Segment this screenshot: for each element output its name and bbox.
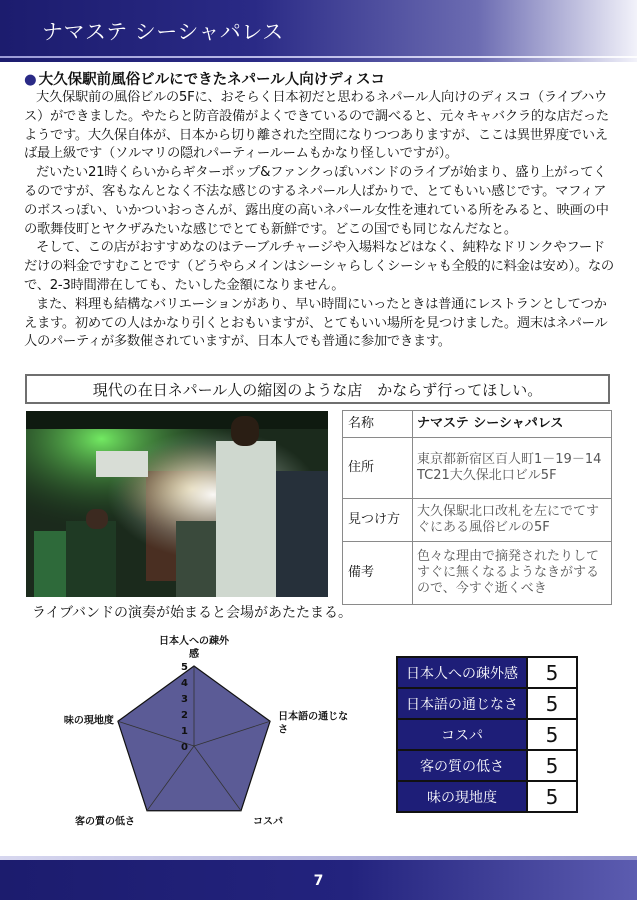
score-label: 客の質の低さ: [397, 750, 527, 781]
summary-callout: 現代の在日ネパール人の縮図のような店 かならず行ってほしい。: [25, 374, 610, 404]
radar-tick-label: 1: [181, 726, 188, 737]
radar-category-label: 感: [189, 649, 199, 660]
page-header: [0, 0, 637, 62]
table-row: [343, 438, 612, 499]
score-table: [396, 656, 578, 813]
live-band-photo: [26, 411, 328, 597]
table-row: [397, 657, 577, 688]
info-label-directions: 見つけ方: [343, 499, 413, 542]
info-value-directions: 大久保駅北口改札を左にでてすぐにある風俗ビルの5F: [413, 499, 612, 542]
photo-caption: ライブバンドの演奏が始まると会場があたたまる。: [32, 605, 353, 621]
radar-tick-label: 3: [181, 694, 188, 705]
article-paragraph: また、料理も結構なバリエーションがあり、早い時間にいったときは普通にレストランとしてつかえます。初めての人はかなり引くとおもいますが、とてもいい場所を見つけました。週末はネパール人のパーティが多数催されていますが、日本人でも普通に参加できます。: [24, 296, 608, 350]
article-body: [24, 71, 616, 352]
radar-tick-label: 2: [181, 710, 188, 721]
article-headline: [24, 71, 616, 89]
table-row: [397, 781, 577, 812]
radar-category-label: 味の現地度: [63, 715, 114, 727]
info-value-notes: 色々な理由で摘発されたりしてすぐに無くなるようなきがするので、今すぐ逝くべき: [413, 542, 612, 605]
radar-tick-label: 0: [181, 742, 188, 753]
score-label: 日本人への疎外感: [397, 657, 527, 688]
venue-info-table: [342, 410, 612, 605]
table-row: [397, 688, 577, 719]
headline-text: 大久保駅前風俗ビルにできたネパール人向けディスコ: [38, 72, 386, 88]
radar-category-label: 客の質の低さ: [74, 816, 135, 828]
radar-category-label: さ: [278, 724, 289, 736]
article-paragraph: 大久保駅前の風俗ビルの5Fに、おそらく日本初だと思わるネパール人向けのディスコ（ライブハウス）ができました。やたらと防音設備がよくできているので調べると、元々キャバクラ的な店だったようです。大久保自体が、日本から切り離された空間になりつつありますが、ここは異世界度でいえば最上級です（ソルマリの隠れパーティールームもかなり怪しいですが）。: [24, 90, 609, 162]
score-value: 5: [527, 781, 577, 812]
info-label-name: 名称: [343, 411, 413, 438]
score-value: 5: [527, 719, 577, 750]
info-value-name: ナマステ シーシャパレス: [413, 411, 612, 438]
table-row: [397, 719, 577, 750]
radar-category-label: 日本語の通じな: [278, 711, 349, 723]
radar-category-label: 日本人への疎外: [159, 636, 229, 647]
photo-illustration: [26, 411, 328, 597]
radar-category-label: コスパ: [253, 816, 284, 828]
table-row: [397, 750, 577, 781]
page-footer: [0, 860, 637, 900]
score-label: 味の現地度: [397, 781, 527, 812]
header-divider: [0, 56, 637, 58]
info-label-notes: 備考: [343, 542, 413, 605]
radar-tick-label: 5: [181, 662, 188, 673]
page-title: ナマステ シーシャパレス: [42, 20, 284, 44]
article-paragraph: そして、この店がおすすめなのはテーブルチャージや入場料などはなく、純粋なドリンクやフードだけの料金ですむことです（どうやらメインはシーシャらしくシーシャも全般的に料金は安め）。なので、2-3時間滞在しても、たいした金額になりません。: [24, 240, 614, 293]
score-value: 5: [527, 657, 577, 688]
score-label: コスパ: [397, 719, 527, 750]
radar-chart: [58, 628, 378, 858]
score-label: 日本語の通じなさ: [397, 688, 527, 719]
info-value-address: 東京都新宿区百人町1－19－14 TC21大久保北口ビル5F: [413, 438, 612, 499]
table-row: [343, 411, 612, 438]
bullet-icon: ●: [24, 72, 37, 88]
info-label-address: 住所: [343, 438, 413, 499]
table-row: [343, 542, 612, 605]
radar-tick-label: 4: [181, 678, 188, 689]
score-value: 5: [527, 688, 577, 719]
article-paragraph: だいたい21時くらいからギターポップ&ファンクっぽいバンドのライブが始まり、盛り上がってくるのですが、客もなんとなく不法な感じのするネパール人ばかりで、とてもいい感じです。マフィアのボスっぽい、いかついおっさんが、露出度の高いネパール女性を連れている所をみると、映画の中の歌舞伎町とヤクザみたいな感じでとても新鮮です。どこの国でも同じなんだなと。: [24, 165, 609, 237]
table-row: [343, 499, 612, 542]
page-number: 7: [313, 873, 324, 889]
score-value: 5: [527, 750, 577, 781]
